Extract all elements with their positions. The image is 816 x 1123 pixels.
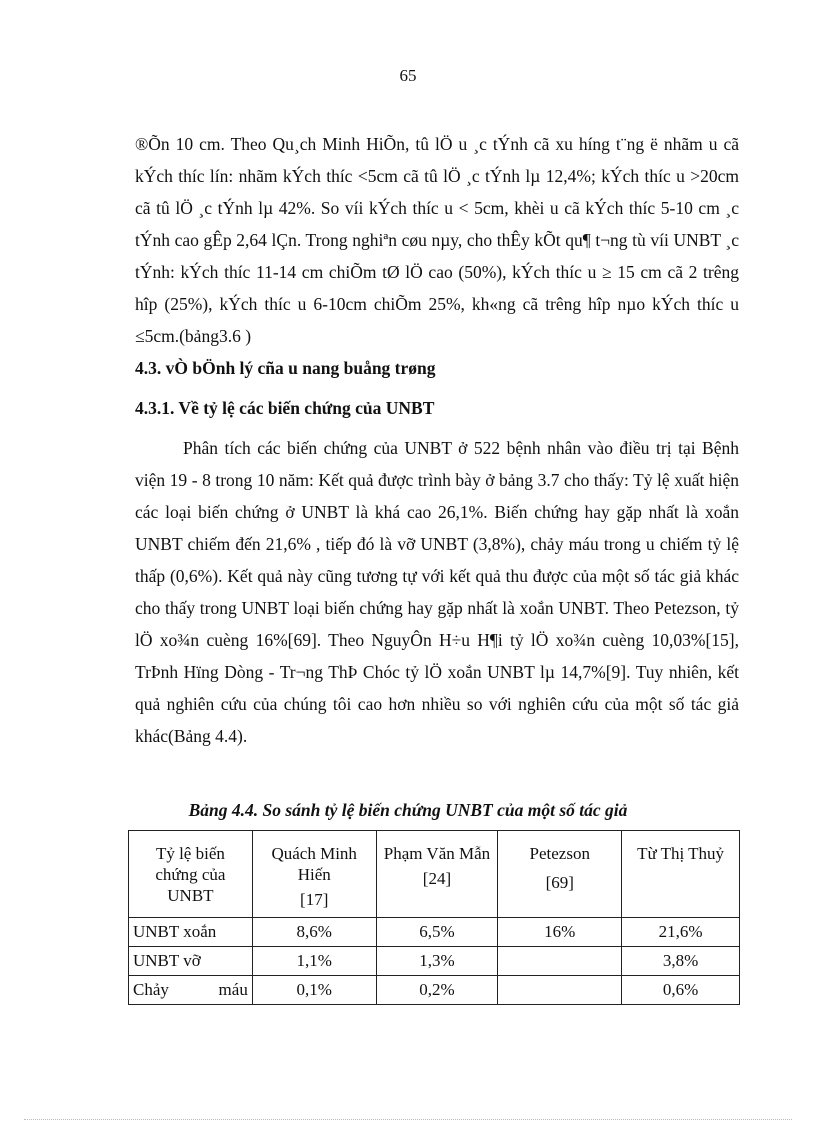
paragraph-complications: Phân tích các biến chứng của UNBT ở 522 bệnh nhân vào điều trị tại Bệnh viện 19 - 8 trong 10 năm: Kết quả được trình bày ở bảng 3.7 cho thấy: Tỷ lệ xuất hiện các loại biến chứng ở UNBT là khá cao 26,1%. Biến chứng hay gặp nhất là xoắn UNBT chiếm đến 21,6% , tiếp đó là vỡ UNBT (3,8%), chảy máu trong u chiếm tỷ lệ thấp (0,6%). Kết quả này cũng tương tự với kết quả thu được của một số tác giả khác cho thấy trong UNBT loại biến chứng hay gặp nhất là xoắn UNBT. Theo Petezson, tỷ lÖ xo¾n cuèng 16%[69]. Theo NguyÔn H÷u H¶i tỷ lÖ xo¾n cuèng 10,03%[15], TrÞnh Hïng Dòng - Tr¬ng ThÞ Chóc tỷ lÖ xoắn UNBT lµ 14,7%[9]. Tuy nhiên, kết quả nghiên cứu của chúng tôi cao hơn nhiều so với nghiên cứu của một số tác giả khác(Bảng 4.4). [135,438,739,746]
row-label: UNBT xoắn [129,918,253,947]
table-cell [498,976,622,1005]
section-heading-4-3: 4.3. vÒ bÖnh lý cña u nang buång trøng [135,358,436,378]
table-cell: 0,6% [622,976,740,1005]
table-cell: 3,8% [622,947,740,976]
table-cell: 1,1% [252,947,376,976]
table-header-row [129,831,740,918]
table-cell: 21,6% [622,918,740,947]
table-cell: 1,3% [376,947,498,976]
page-number: 65 [399,66,417,85]
table-row [129,976,740,1005]
table-cell: 8,6% [252,918,376,947]
page-bottom-divider [24,1119,792,1120]
row-label: UNBT vỡ [129,947,253,976]
row-label: Chảy máu [129,976,253,1005]
table-cell: 6,5% [376,918,498,947]
header-cell: Phạm Văn Mẫn [24] [376,831,498,918]
table-cell: 0,2% [376,976,498,1005]
table-cell [498,947,622,976]
header-cell: Quách Minh Hiến [17] [252,831,376,918]
table-cell: 0,1% [252,976,376,1005]
table-row [129,918,740,947]
comparison-table [128,830,740,1005]
header-cell: Petezson [69] [498,831,622,918]
header-cell: Tỷ lệ biến chứng của UNBT [129,831,253,918]
subsection-heading-4-3-1: 4.3.1. Về tỷ lệ các biến chứng của UNBT [135,398,435,418]
table-caption: Bảng 4.4. So sánh tỷ lệ biến chứng UNBT của một số tác giả [188,800,628,820]
body-text [135,128,739,752]
header-cell: Từ Thị Thuỷ [622,831,740,918]
table-cell: 16% [498,918,622,947]
table-row [129,947,740,976]
paragraph-size-malignancy: ®Õn 10 cm. Theo Qu¸ch Minh HiÕn, tû lÖ u ¸c tÝnh cã xu híng t¨ng ë nhãm u cã kÝch thíc lín: nhãm kÝch thíc <5cm cã tû lÖ ¸c tÝnh lµ 12,4%; kÝch thíc u >20cm cã tû lÖ ¸c tÝnh lµ 42%. So víi kÝch thíc u < 5cm, khèi u cã kÝch thíc 5-10 cm ¸c tÝnh cao gÊp 2,64 lÇn. Trong nghiªn cøu nµy, cho thÊy kÕt qu¶ t¬ng tù víi UNBT ¸c tÝnh: kÝch thíc 11-14 cm chiÕm tØ lÖ cao (50%), kÝch thíc u ≥ 15 cm cã 2 trêng hîp (25%), kÝch thíc u 6-10cm chiÕm 25%, kh«ng cã trêng hîp nµo kÝch thíc u ≤5cm.(bảng3.6 ) [135,134,739,346]
